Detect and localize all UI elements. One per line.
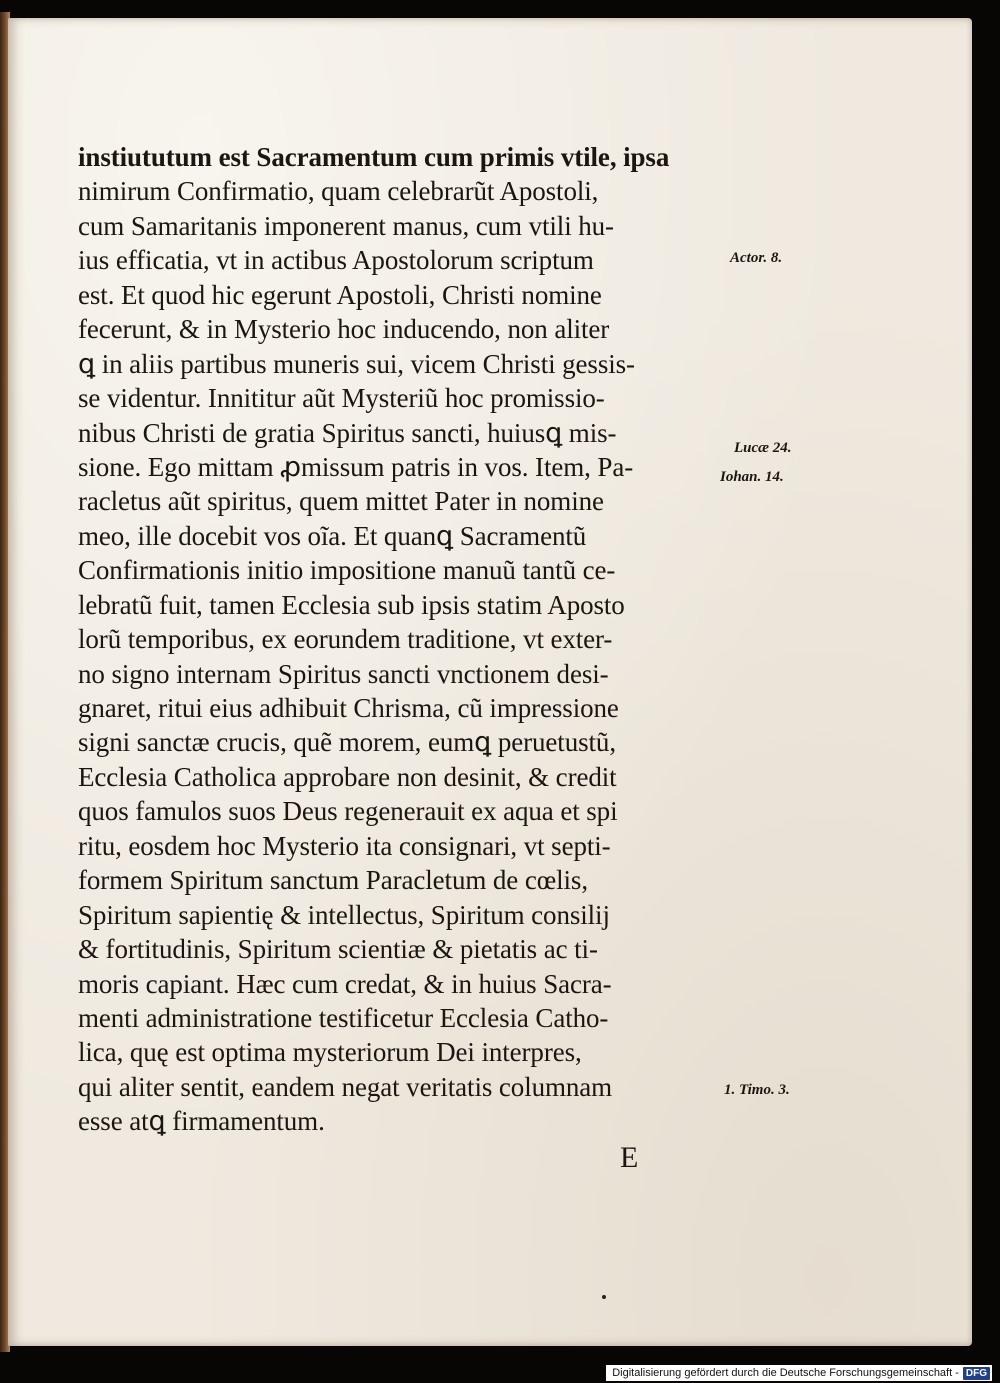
text-line: lorũ temporibus, ex eorundem traditione, vt exter-	[78, 624, 613, 655]
text-line: no signo internam Spiritus sancti vnctionem desi-	[78, 658, 609, 689]
text-line: lica, quę est optima mysteriorum Dei interpres,	[78, 1037, 582, 1068]
text-line: Ecclesia Catholica approbare non desinit, & credit	[78, 761, 617, 792]
text-line: ꝗ in aliis partibus muneris sui, vicem Christi gessis-	[78, 348, 635, 379]
text-line: se videntur. Innititur aũt Mysteriũ hoc promissio-	[78, 383, 605, 414]
text-line: formem Spiritum sanctum Paracletum de cœlis,	[78, 865, 588, 896]
text-line: Confirmationis initio impositione manuũ tantũ ce-	[78, 555, 616, 586]
text-line: menti administratione testificetur Ecclesia Catho-	[78, 1002, 609, 1033]
text-line: nimirum Confirmatio, quam celebrarũt Apostoli,	[78, 176, 599, 207]
text-line: lebratũ fuit, tamen Ecclesia sub ipsis statim Aposto	[78, 589, 625, 620]
text-line: ritu, eosdem hoc Mysterio ita consignari, vt septi-	[78, 830, 611, 861]
text-line: nibus Christi de gratia Spiritus sancti, huiusꝗ mis-	[78, 417, 617, 448]
footer-credit-text: Digitalisierung gefördert durch die Deutsche Forschungsgemeinschaft -	[612, 1367, 959, 1379]
text-line: qui aliter sentit, eandem negat veritatis columnam	[78, 1071, 613, 1102]
margin-note-timo: 1. Timo. 3.	[724, 1082, 790, 1098]
margin-note-lucae: Lucæ 24.	[734, 440, 792, 456]
text-line: sione. Ego mittam ꝓmissum patris in vos. Item, Pa-	[78, 451, 634, 482]
text-line: meo, ille docebit vos oĩa. Et quanꝗ Sacramentũ	[78, 520, 587, 551]
margin-note-iohan: Iohan. 14.	[720, 469, 784, 485]
text-line: instiututum est Sacramentum cum primis vtile, ipsa	[78, 142, 670, 172]
text-line: esse atꝗ firmamentum.	[78, 1106, 325, 1137]
margin-note-actor: Actor. 8.	[730, 250, 783, 266]
text-line: quos famulos suos Deus regenerauit ex aqua et spi	[78, 796, 618, 827]
dfg-logo-icon: DFG	[963, 1367, 990, 1380]
text-line: cum Samaritanis imponerent manus, cum vtili hu-	[78, 210, 614, 241]
text-line: signi sanctæ crucis, quẽ morem, eumꝗ peruetustũ,	[78, 727, 616, 758]
signature-mark: E	[620, 1141, 639, 1174]
text-line: & fortitudinis, Spiritum scientiæ & pietatis ac ti-	[78, 934, 598, 965]
text-line: racletus aũt spiritus, quem mittet Pater in nomine	[78, 486, 604, 517]
body-text	[78, 140, 728, 1139]
text-line: moris capiant. Hæc cum credat, & in huius Sacra-	[78, 968, 612, 999]
ink-speck	[602, 1295, 606, 1299]
footer-credit	[606, 1365, 992, 1381]
text-line: Spiritum sapientię & intellectus, Spiritum consilij	[78, 899, 610, 930]
text-line: gnaret, ritui eius adhibuit Chrisma, cũ impressione	[78, 693, 619, 723]
text-line: fecerunt, & in Mysterio hoc inducendo, non aliter	[78, 314, 610, 345]
text-line: est. Et quod hic egerunt Apostoli, Christi nomine	[78, 279, 602, 310]
text-line: ius efficatia, vt in actibus Apostolorum scriptum	[78, 245, 594, 276]
